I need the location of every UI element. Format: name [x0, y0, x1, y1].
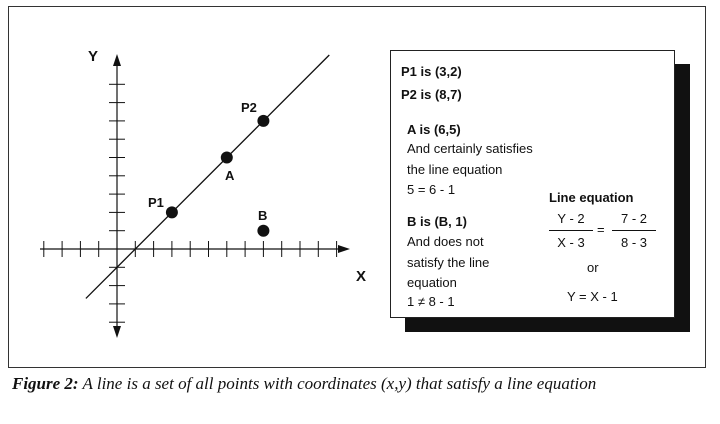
- a-note-1: And certainly satisfies: [407, 141, 533, 156]
- line-equation-title: Line equation: [549, 190, 634, 205]
- points: [166, 115, 270, 237]
- y-axis-label: Y: [88, 48, 99, 65]
- point-label-a: A: [225, 168, 235, 183]
- b-coords: B is (B, 1): [407, 214, 467, 229]
- fraction-right-numerator: 7 - 2: [612, 211, 656, 231]
- y-axis-arrow: [113, 54, 121, 66]
- x-axis-arrow: [338, 245, 350, 253]
- fraction-right-denominator: 8 - 3: [620, 235, 647, 250]
- point-p1: [166, 206, 178, 218]
- b-note-2: satisfy the line: [407, 255, 490, 270]
- point-label-p1: P1: [148, 195, 164, 210]
- point-p2: [257, 115, 269, 127]
- b-note-1: And does not: [407, 234, 484, 249]
- or-text: or: [587, 260, 599, 275]
- a-coords: A is (6,5): [407, 122, 461, 137]
- b-note-4: 1 ≠ 8 - 1: [407, 294, 455, 309]
- axis-ticks: [44, 84, 337, 322]
- point-a: [221, 152, 233, 164]
- x-axis-label: X: [356, 268, 367, 285]
- a-note-2: the line equation: [407, 162, 503, 177]
- point-b: [257, 225, 269, 237]
- equation-line: [86, 55, 329, 298]
- p2-coords: P2 is (8,7): [401, 87, 462, 102]
- caption-text: A line is a set of all points with coordinates (x,y) that satisfy a line equation: [78, 374, 597, 393]
- point-label-p2: P2: [241, 100, 257, 115]
- final-equation: Y = X - 1: [567, 289, 618, 304]
- a-note-3: 5 = 6 - 1: [407, 182, 456, 197]
- fraction-left-numerator: Y - 2: [549, 211, 593, 231]
- y-axis-arrow-down: [113, 326, 121, 338]
- fraction-left: [549, 211, 593, 251]
- figure-caption: [12, 374, 702, 394]
- b-note-3: equation: [407, 275, 457, 290]
- p1-coords: P1 is (3,2): [401, 64, 462, 79]
- axes: [40, 54, 350, 338]
- fraction-left-denominator: X - 3: [557, 235, 585, 250]
- equals-sign: =: [597, 222, 605, 237]
- fraction-right: [612, 211, 656, 251]
- point-label-b: B: [258, 208, 268, 223]
- info-box: [390, 50, 675, 318]
- caption-lead: Figure 2:: [12, 374, 79, 393]
